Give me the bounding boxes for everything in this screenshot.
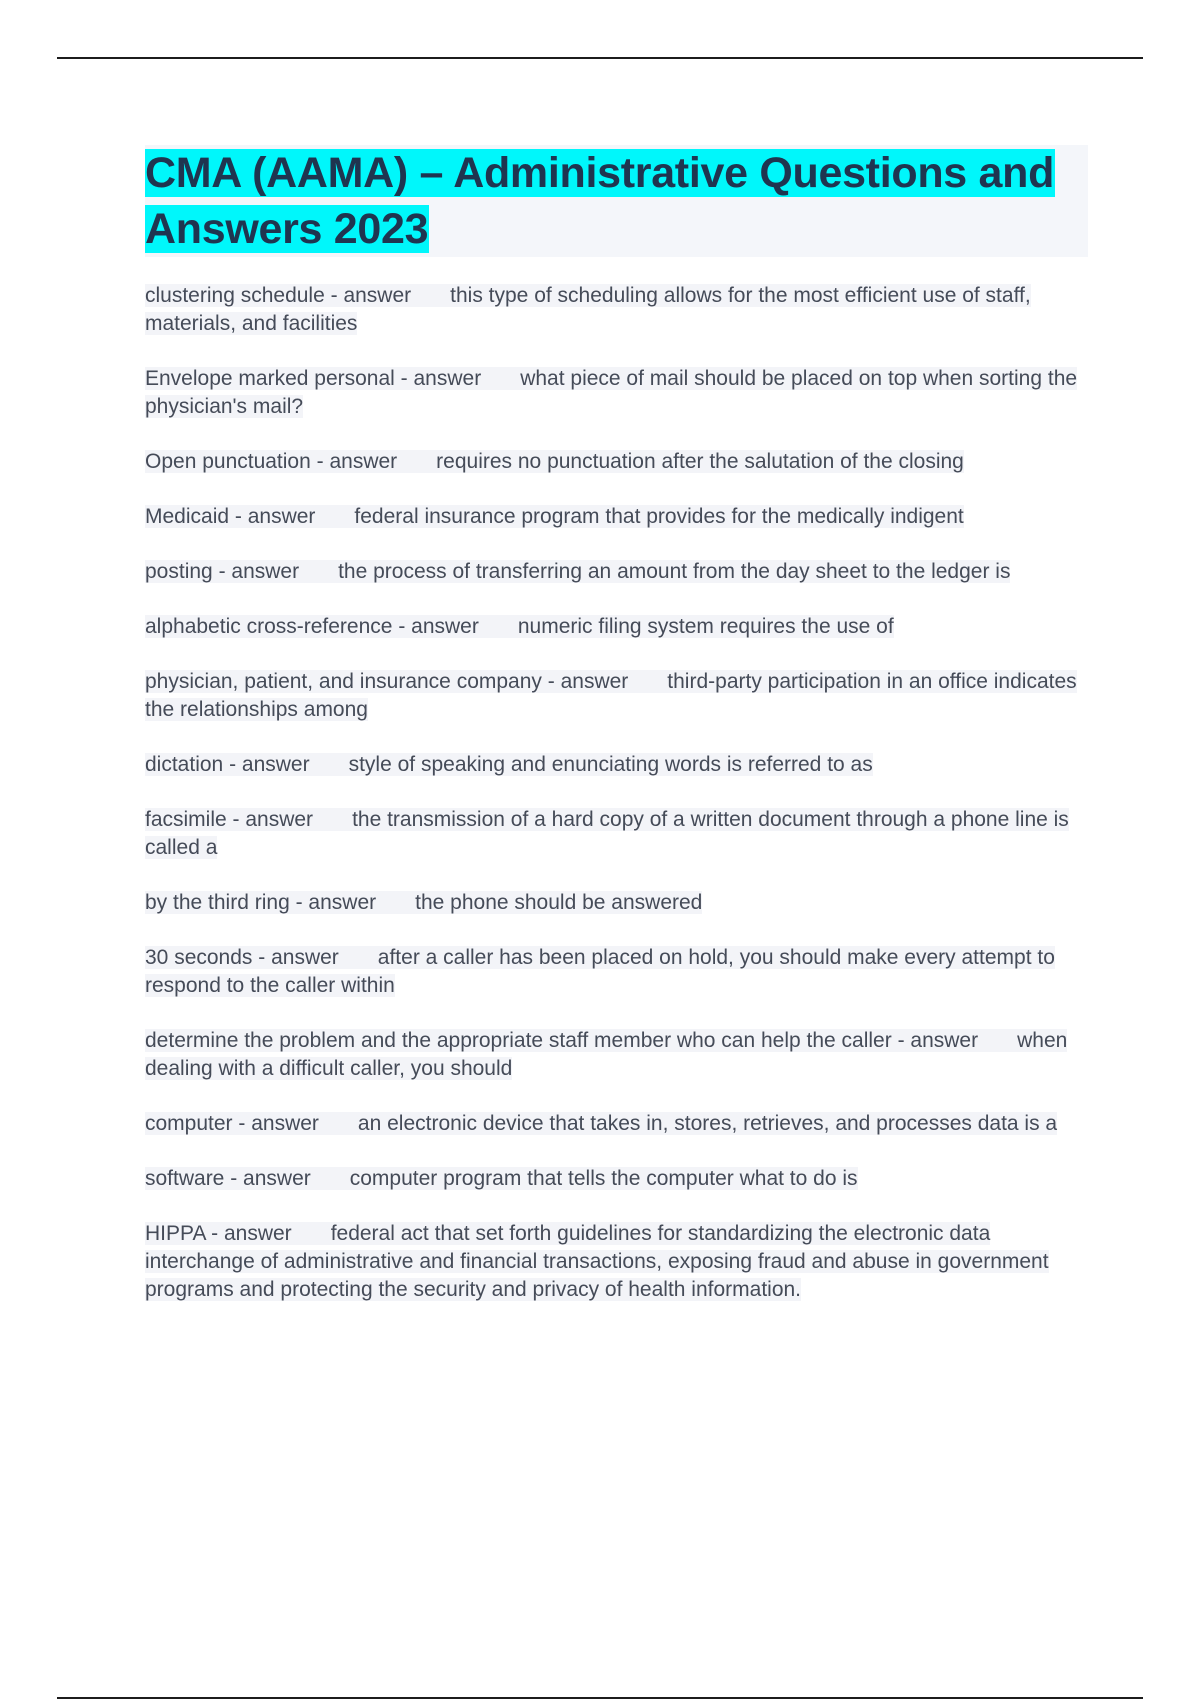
qa-term: 30 seconds — [145, 946, 253, 969]
qa-item — [145, 889, 1090, 917]
qa-term: dictation — [145, 753, 224, 776]
qa-item — [145, 1220, 1090, 1304]
qa-separator: - answer — [398, 615, 479, 638]
qa-item-text — [145, 946, 1055, 997]
qa-term: clustering schedule — [145, 284, 325, 307]
qa-definition: after a caller has been placed on hold, you should make every attempt to respond to the caller within — [145, 946, 1055, 997]
qa-term: by the third ring — [145, 891, 290, 914]
qa-term: posting — [145, 560, 213, 583]
qa-definition: third-party participation in an office indicates the relationships among — [145, 670, 1077, 721]
qa-item-text — [145, 808, 1069, 859]
qa-term: HIPPA — [145, 1222, 206, 1245]
page-title — [145, 145, 1088, 257]
qa-definition: federal insurance program that provides for the medically indigent — [354, 505, 964, 528]
qa-term: computer — [145, 1112, 233, 1135]
qa-item-text — [145, 1029, 1067, 1080]
qa-item — [145, 944, 1090, 1000]
qa-item-text — [145, 367, 1077, 418]
qa-item-text — [145, 891, 702, 914]
qa-term: Open punctuation — [145, 450, 311, 473]
qa-item-text — [145, 1167, 858, 1190]
qa-separator: - answer — [316, 450, 398, 473]
qa-term: alphabetic cross-reference — [145, 615, 393, 638]
qa-list — [145, 282, 1090, 1331]
qa-item — [145, 503, 1090, 531]
qa-definition: this type of scheduling allows for the most efficient use of staff, materials, and facilities — [145, 284, 1031, 335]
qa-definition: numeric filing system requires the use of — [517, 615, 894, 638]
qa-separator: - answer — [238, 1112, 319, 1135]
title-block — [145, 145, 1088, 257]
qa-separator: - answer — [295, 891, 377, 914]
qa-definition: what piece of mail should be placed on top when sorting the physician's mail? — [145, 367, 1078, 418]
qa-item — [145, 365, 1090, 421]
qa-definition: the phone should be answered — [415, 891, 703, 914]
qa-item-text — [145, 284, 1031, 335]
qa-definition: the transmission of a hard copy of a written document through a phone line is called a — [145, 808, 1069, 859]
qa-item-text — [145, 1222, 1049, 1301]
qa-item-text — [145, 560, 1010, 583]
qa-item — [145, 1165, 1090, 1193]
qa-separator: - answer — [229, 753, 310, 776]
qa-item — [145, 448, 1090, 476]
title-highlight: CMA (AAMA) – Administrative Questions and Answers 2023 — [145, 149, 1055, 253]
header-rule — [57, 57, 1143, 59]
qa-item — [145, 282, 1090, 338]
qa-item-text — [145, 1112, 1057, 1135]
qa-term: software — [145, 1167, 225, 1190]
qa-item-text — [145, 450, 964, 473]
footer-rule — [57, 1697, 1143, 1699]
qa-item-text — [145, 753, 873, 776]
qa-separator: - answer — [897, 1029, 979, 1052]
qa-separator: - answer — [547, 670, 629, 693]
qa-definition: the process of transferring an amount from the day sheet to the ledger is — [338, 560, 1011, 583]
qa-definition: style of speaking and enunciating words is referred to as — [348, 753, 873, 776]
qa-term: Medicaid — [145, 505, 230, 528]
qa-item — [145, 1027, 1090, 1083]
qa-term: determine the problem and the appropriate staff member who can help the caller — [145, 1029, 892, 1052]
qa-separator: - answer — [218, 560, 300, 583]
qa-definition: when dealing with a difficult caller, you should — [145, 1029, 1068, 1080]
qa-item — [145, 751, 1090, 779]
qa-definition: requires no punctuation after the salutation of the closing — [436, 450, 964, 473]
qa-separator: - answer — [232, 808, 314, 831]
qa-term: physician, patient, and insurance company — [145, 670, 542, 693]
qa-term: Envelope marked personal — [145, 367, 395, 390]
qa-separator: - answer — [400, 367, 482, 390]
qa-item — [145, 668, 1090, 724]
qa-definition: computer program that tells the computer what to do is — [349, 1167, 858, 1190]
qa-item — [145, 613, 1090, 641]
qa-separator: - answer — [258, 946, 339, 969]
qa-item — [145, 558, 1090, 586]
qa-item-text — [145, 670, 1077, 721]
qa-separator: - answer — [230, 1167, 311, 1190]
qa-separator: - answer — [234, 505, 316, 528]
qa-item-text — [145, 615, 894, 638]
qa-definition: federal act that set forth guidelines for standardizing the electronic data interchange of administrative and financial transactions, exposing fraud and abuse in government programs and protecting the security and privacy of health information. — [145, 1222, 1049, 1301]
qa-item — [145, 806, 1090, 862]
qa-term: facsimile — [145, 808, 227, 831]
qa-definition: an electronic device that takes in, stores, retrieves, and processes data is a — [357, 1112, 1058, 1135]
qa-separator: - answer — [211, 1222, 292, 1245]
qa-separator: - answer — [330, 284, 412, 307]
qa-item — [145, 1110, 1090, 1138]
qa-item-text — [145, 505, 964, 528]
